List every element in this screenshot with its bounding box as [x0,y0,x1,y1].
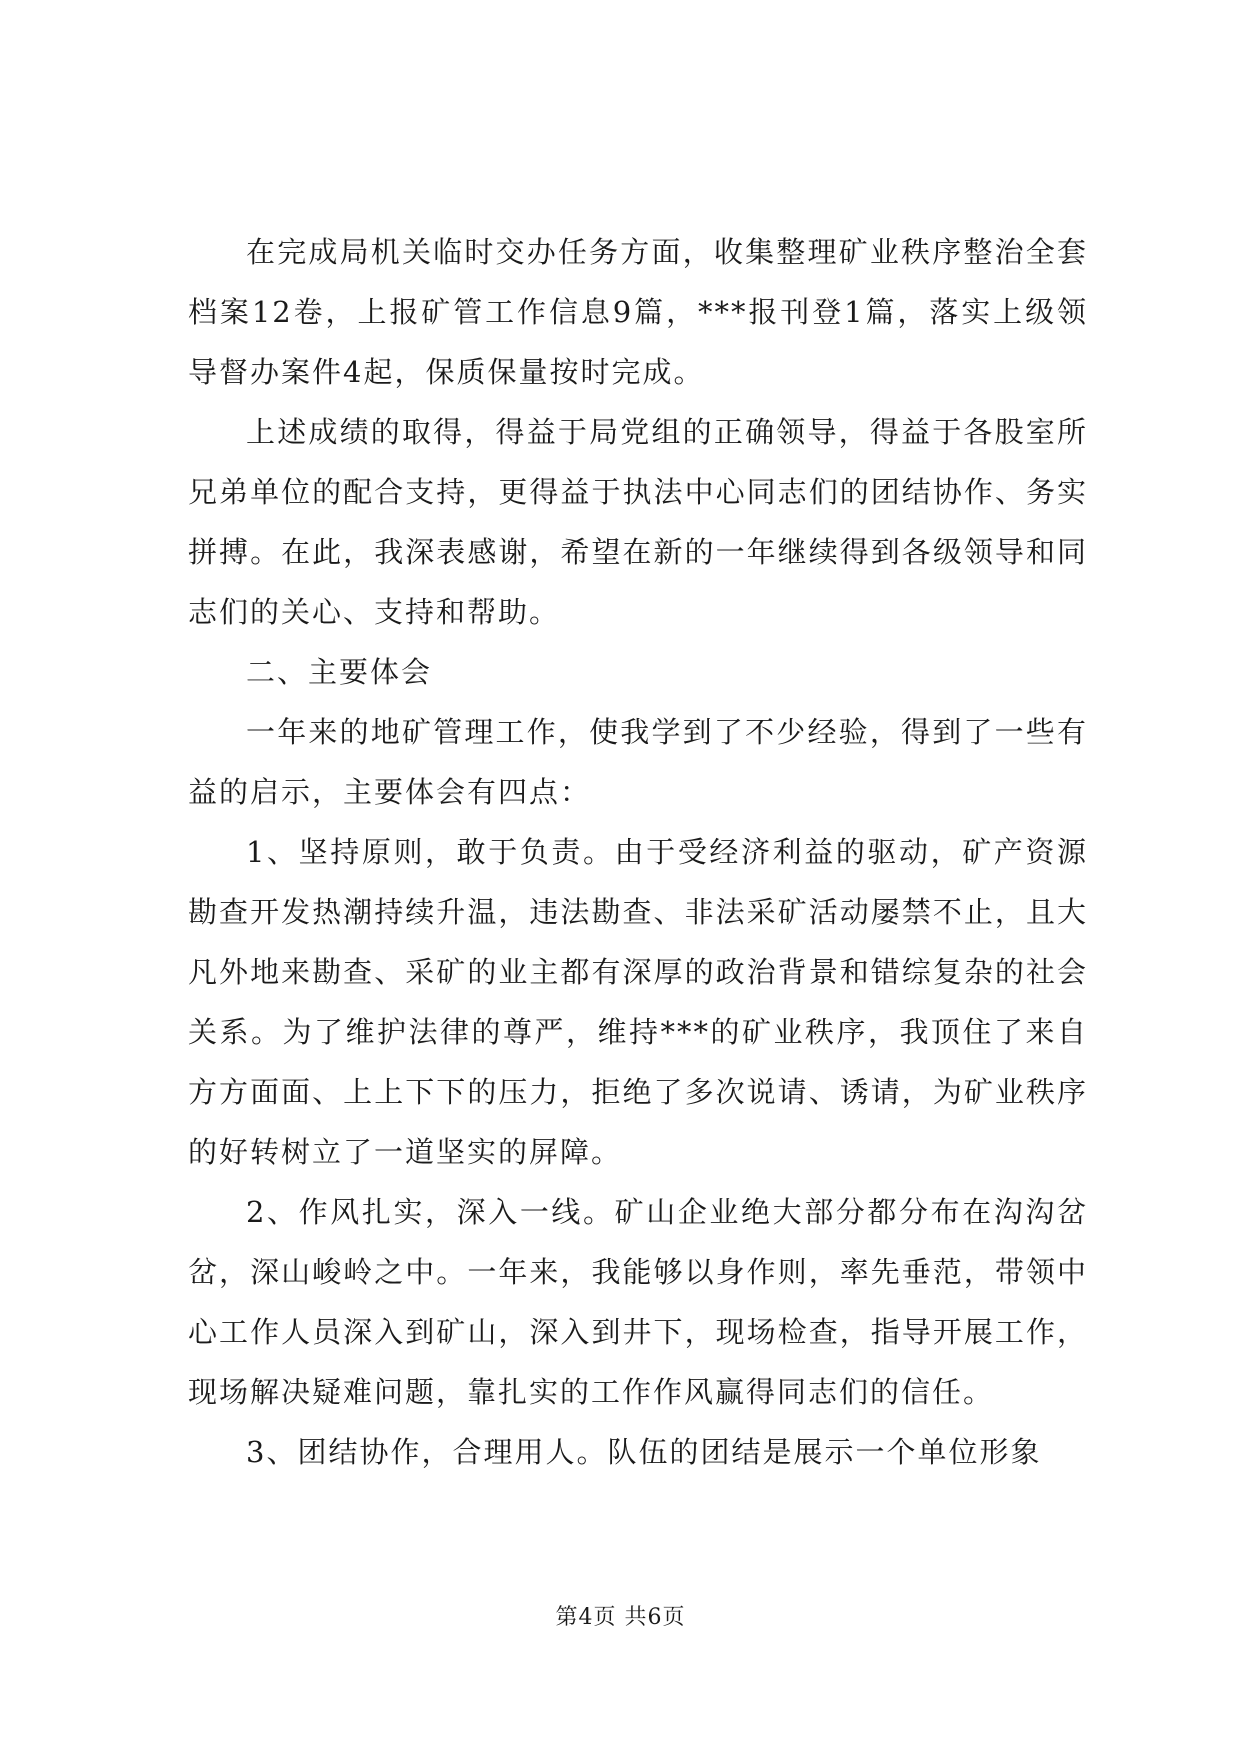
paragraph-acknowledgement: 上述成绩的取得，得益于局党组的正确领导，得益于各股室所兄弟单位的配合支持，更得益于执法中心同志们的团结协作、务实拼搏。在此，我深表感谢，希望在新的一年继续得到各级领导和同志们的关心、支持和帮助。 [188,415,1088,629]
page-number-footer: 第4页 共6页 [555,1605,686,1630]
document-body [188,222,1088,1482]
paragraph-point-1: 1、坚持原则，敢于负责。由于受经济利益的驱动，矿产资源勘查开发热潮持续升温，违法勘查、非法采矿活动屡禁不止，且大凡外地来勘查、采矿的业主都有深厚的政治背景和错综复杂的社会关系。为了维护法律的尊严，维持***的矿业秩序，我顶住了来自方方面面、上上下下的压力，拒绝了多次说请、诱请，为矿业秩序的好转树立了一道坚实的屏障。 [188,835,1088,1169]
section-heading: 二、主要体会 [246,655,433,689]
paragraph-point-2: 2、作风扎实，深入一线。矿山企业绝大部分都分布在沟沟岔岔，深山峻岭之中。一年来，我能够以身作则，率先垂范，带领中心工作人员深入到矿山，深入到井下，现场检查，指导开展工作，现场解决疑难问题，靠扎实的工作作风赢得同志们的信任。 [188,1195,1088,1409]
paragraph-intro: 一年来的地矿管理工作，使我学到了不少经验，得到了一些有益的启示，主要体会有四点： [188,715,1088,809]
paragraph-tasks: 在完成局机关临时交办任务方面，收集整理矿业秩序整治全套档案12卷，上报矿管工作信息9篇，***报刊登1篇，落实上级领导督办案件4起，保质保量按时完成。 [188,235,1088,389]
paragraph-point-3: 3、团结协作，合理用人。队伍的团结是展示一个单位形象 [246,1435,1042,1469]
